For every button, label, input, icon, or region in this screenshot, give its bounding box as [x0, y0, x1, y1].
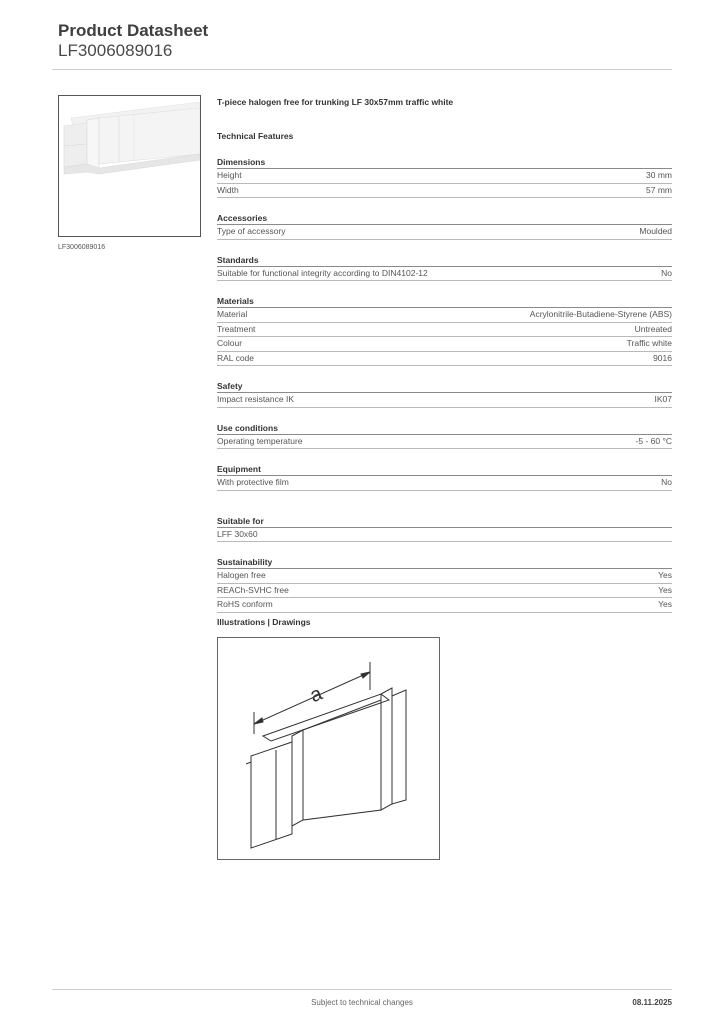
spec-row: Suitable for functional integrity according to DIN4102-12 No	[217, 267, 672, 282]
section-accessories	[217, 212, 672, 240]
spec-column	[217, 96, 672, 613]
section-equipment	[217, 463, 672, 491]
spec-row: Material Acrylonitrile-Butadiene-Styrene (ABS)	[217, 308, 672, 323]
section-title: Equipment	[217, 463, 672, 476]
page-header	[58, 20, 208, 61]
spec-row: Operating temperature -5 - 60 °C	[217, 435, 672, 450]
t-piece-drawing	[218, 638, 439, 859]
spec-row: Type of accessory Moulded	[217, 225, 672, 240]
section-title: Accessories	[217, 212, 672, 225]
spec-row: RAL code 9016	[217, 352, 672, 367]
section-suitable-for	[217, 515, 672, 543]
dimension-label: a	[306, 682, 326, 708]
section-safety	[217, 380, 672, 408]
spec-row: Treatment Untreated	[217, 323, 672, 338]
spec-row: RoHS conform Yes	[217, 598, 672, 613]
section-dimensions	[217, 156, 672, 198]
illustrations-heading: Illustrations | Drawings	[217, 617, 311, 627]
product-code: LF3006089016	[58, 41, 173, 60]
product-title: T-piece halogen free for trunking LF 30x57mm traffic white	[217, 97, 454, 107]
section-standards	[217, 254, 672, 282]
spec-row: Impact resistance IK IK07	[217, 393, 672, 408]
section-title: Standards	[217, 254, 672, 267]
section-title: Sustainability	[217, 556, 672, 569]
spec-row: Height 30 mm	[217, 169, 672, 184]
technical-features-heading: Technical Features	[217, 131, 294, 141]
footer-date: 08.11.2025	[632, 998, 672, 1007]
header-divider	[52, 69, 672, 70]
section-title: Materials	[217, 295, 672, 308]
section-title: Safety	[217, 380, 672, 393]
section-title: Dimensions	[217, 156, 672, 169]
footer-divider	[52, 989, 672, 990]
spec-row: Colour Traffic white	[217, 337, 672, 352]
photo-caption: LF3006089016	[58, 244, 106, 251]
product-photo-image	[59, 96, 200, 236]
spec-row: Halogen free Yes	[217, 569, 672, 584]
spec-row: LFF 30x60	[217, 528, 672, 543]
spec-row: REACh-SVHC free Yes	[217, 584, 672, 599]
footer-note: Subject to technical changes	[311, 998, 413, 1007]
section-title: Suitable for	[217, 515, 672, 528]
spec-row: Width 57 mm	[217, 184, 672, 199]
page-title: Product Datasheet	[58, 21, 209, 40]
product-photo	[58, 95, 201, 237]
spec-row: With protective film No	[217, 476, 672, 491]
section-sustainability	[217, 556, 672, 613]
section-title: Use conditions	[217, 422, 672, 435]
section-materials	[217, 295, 672, 366]
section-use-conditions	[217, 422, 672, 450]
technical-drawing	[217, 637, 440, 860]
